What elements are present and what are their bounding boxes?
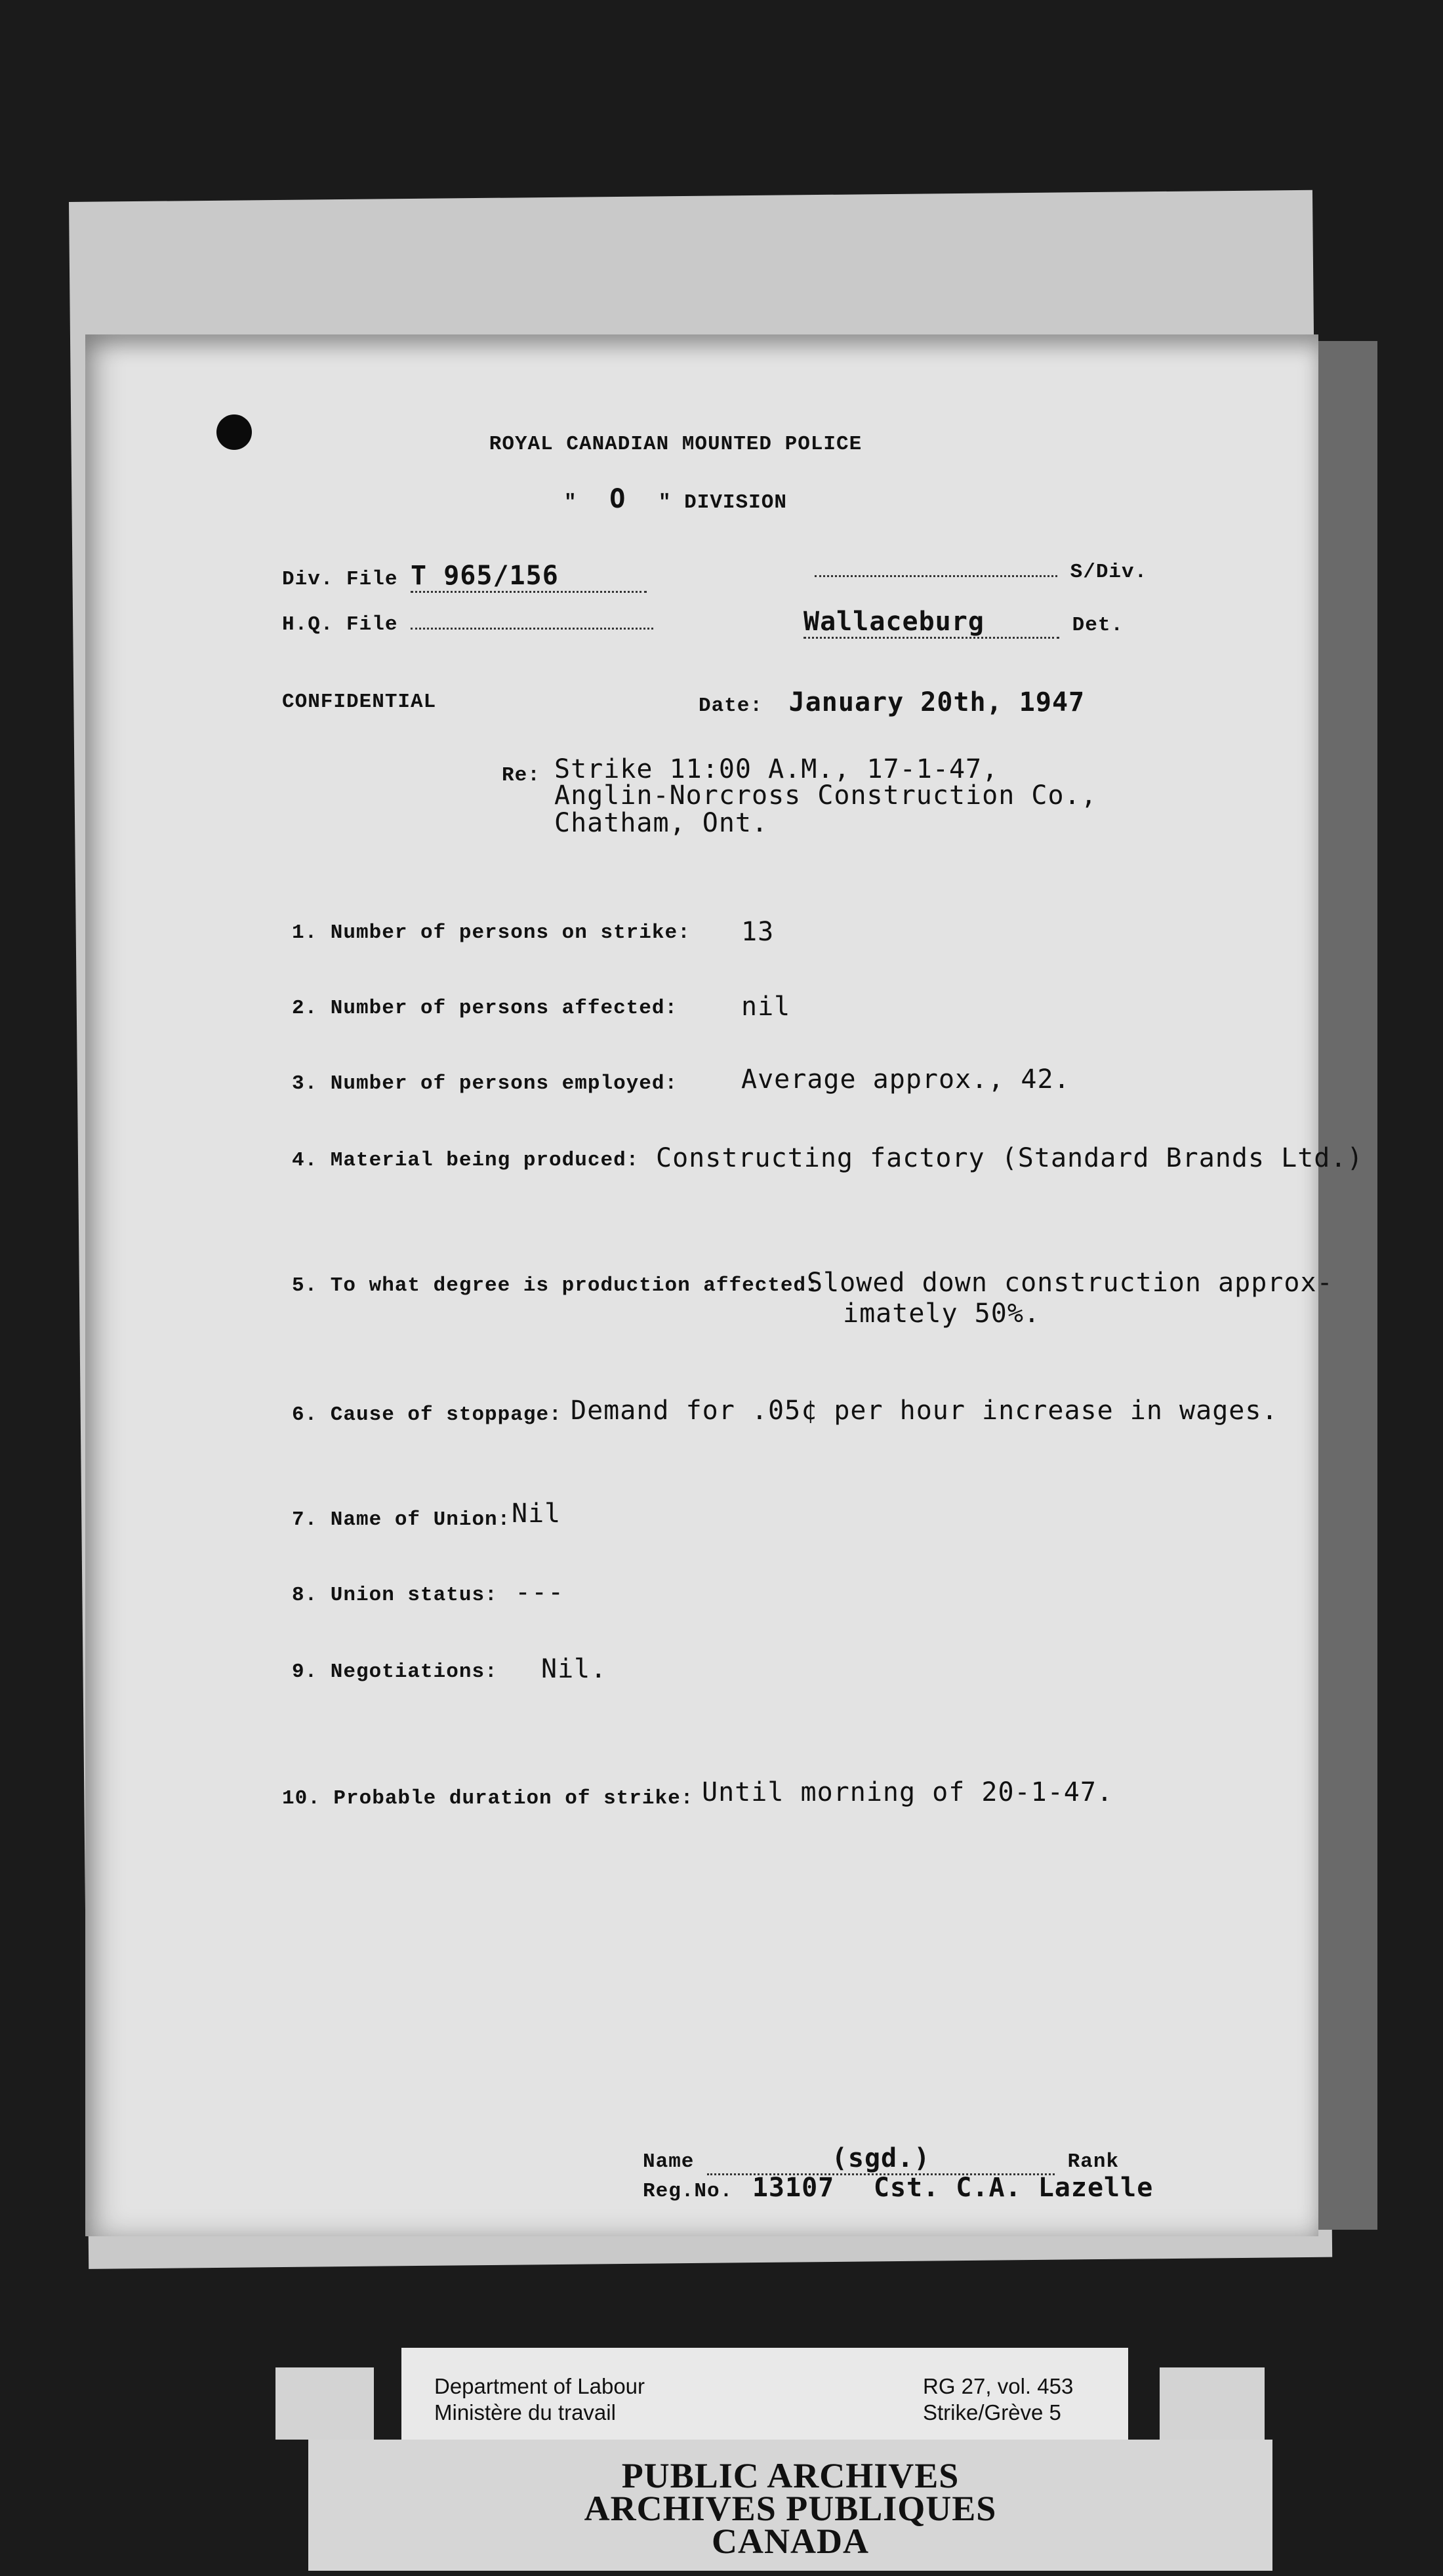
date-value: January 20th, 1947	[788, 687, 1086, 717]
det-row	[803, 607, 1124, 639]
item-5-label: 5. To what degree is production affected:	[292, 1274, 819, 1297]
re-line-3: Chatham, Ont.	[554, 808, 769, 838]
classification: CONFIDENTIAL	[282, 691, 437, 714]
label-tab-left	[275, 2367, 374, 2440]
item-4-label: 4. Material being produced:	[292, 1149, 640, 1172]
rg-reference: RG 27, vol. 453	[923, 2374, 1074, 2398]
dept-fr: Ministère du travail	[434, 2400, 616, 2425]
date-label: Date:	[699, 694, 763, 717]
agency-title: ROYAL CANADIAN MOUNTED POLICE	[489, 433, 863, 456]
re-label: Re:	[502, 764, 540, 787]
div-file-value: T 965/156	[411, 561, 647, 593]
item-6-value: Demand for .05¢ per hour increase in wages.	[571, 1396, 1278, 1426]
archive-reference-card	[401, 2348, 1128, 2440]
document-page	[85, 334, 1364, 2236]
item-1-value: 13	[741, 917, 775, 947]
item-10-value: Until morning of 20-1-47.	[702, 1777, 1114, 1807]
hq-file-label: H.Q. File	[282, 613, 398, 636]
stamp-line-2: ARCHIVES PUBLIQUES	[584, 2489, 997, 2528]
sdiv-row	[815, 561, 1147, 584]
label-tab-right	[1160, 2367, 1265, 2440]
item-2-value: nil	[741, 992, 791, 1022]
division-prefix: "	[564, 491, 577, 514]
item-5-value-continued: imately 50%.	[843, 1298, 1040, 1329]
division-line	[564, 484, 787, 514]
item-9-value: Nil.	[541, 1654, 607, 1684]
re-line-1: Strike 11:00 A.M., 17-1-47,	[554, 754, 999, 784]
division-letter: O	[609, 484, 626, 514]
item-8-label: 8. Union status:	[292, 1584, 498, 1607]
item-5-value: Slowed down construction approx-	[807, 1268, 1333, 1298]
item-10-label: 10. Probable duration of strike:	[282, 1787, 694, 1810]
item-7-label: 7. Name of Union:	[292, 1508, 511, 1531]
item-1-label: 1. Number of persons on strike:	[292, 921, 691, 944]
regno-label: Reg.No.	[643, 2180, 733, 2203]
re-line-2: Anglin-Norcross Construction Co.,	[554, 780, 1097, 811]
signature-reg-row	[643, 2173, 1153, 2203]
name-label: Name	[643, 2150, 695, 2173]
stamp-line-1: PUBLIC ARCHIVES	[621, 2456, 960, 2495]
item-6-label: 6. Cause of stoppage:	[292, 1403, 562, 1426]
div-file-row	[282, 561, 647, 593]
item-8-value: ---	[515, 1577, 565, 1607]
hq-file-value	[411, 628, 653, 630]
item-7-value: Nil	[512, 1499, 561, 1529]
item-3-label: 3. Number of persons employed:	[292, 1072, 678, 1095]
rank-label: Rank	[1067, 2150, 1120, 2173]
det-value: Wallaceburg	[803, 607, 1059, 639]
date-row	[699, 687, 1085, 717]
archives-stamp	[308, 2440, 1272, 2571]
stamp-line-3: CANADA	[712, 2522, 869, 2561]
item-2-label: 2. Number of persons affected:	[292, 997, 678, 1020]
det-label: Det.	[1072, 614, 1124, 637]
strike-reference: Strike/Grève 5	[923, 2400, 1061, 2425]
regno-value: 13107	[752, 2173, 835, 2203]
div-file-label: Div. File	[282, 568, 398, 591]
sdiv-value	[815, 575, 1057, 577]
item-3-value: Average approx., 42.	[741, 1064, 1070, 1095]
hq-file-row	[282, 613, 653, 636]
sdiv-label: S/Div.	[1070, 561, 1148, 584]
signature-name-row	[643, 2143, 1119, 2175]
name-value: (sgd.)	[707, 2143, 1055, 2175]
rank-value: Cst. C.A. Lazelle	[873, 2173, 1154, 2203]
item-4-value: Constructing factory (Standard Brands Ltd.)	[656, 1143, 1364, 1173]
division-suffix: " DIVISION	[658, 491, 787, 514]
dept-en: Department of Labour	[434, 2374, 645, 2398]
item-9-label: 9. Negotiations:	[292, 1660, 498, 1683]
